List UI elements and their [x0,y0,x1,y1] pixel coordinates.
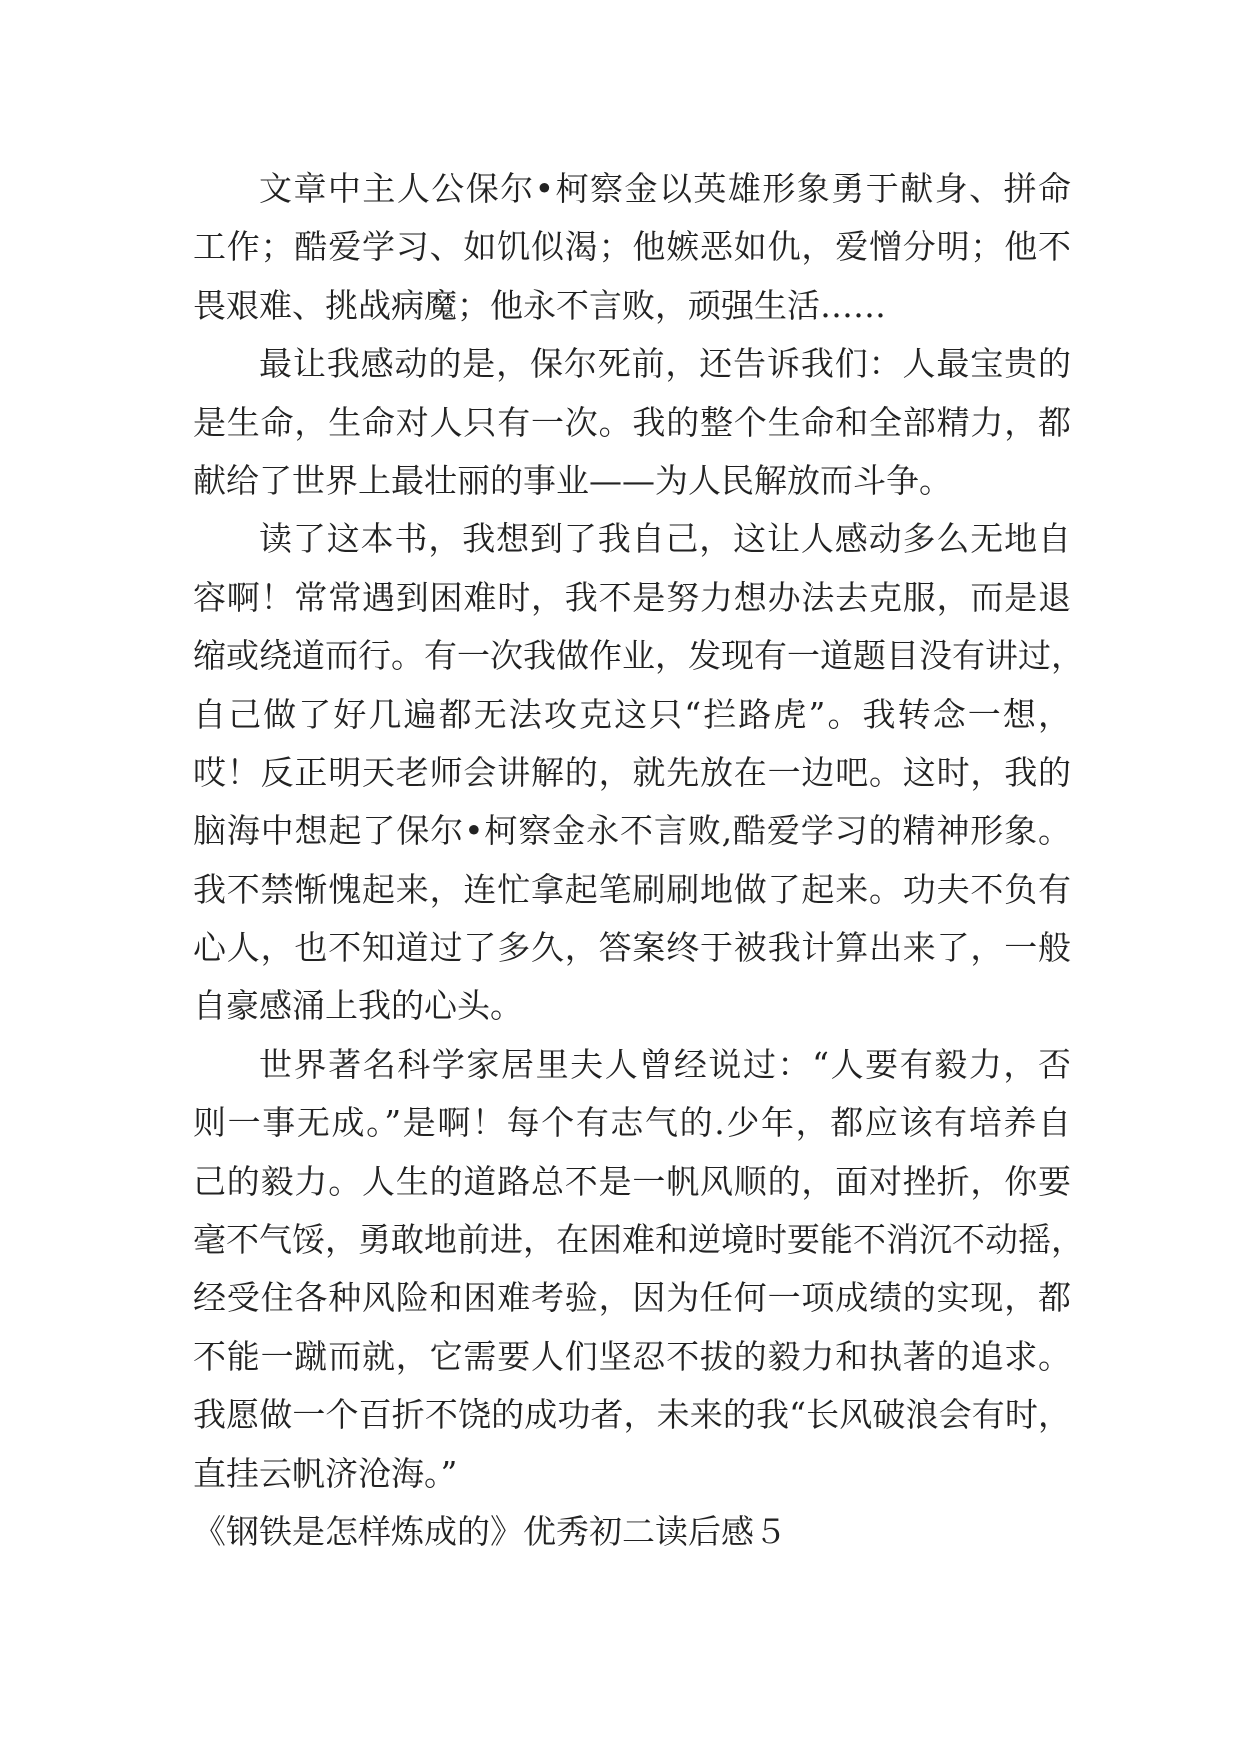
text-line: 则一事无成。”是啊！每个有志气的.少年，都应该有培养自 [193,1103,1071,1143]
text-line: 我不禁惭愧起来，连忙拿起笔刷刷地做了起来。功夫不负有 [193,869,1071,909]
text-line: 畏艰难、挑战病魔；他永不言败，顽强生活…… [193,285,886,325]
paragraph-curie-quote [193,1036,1084,1503]
text-line: 自己做了好几遍都无法攻克这只“拦路虎”。我转念一想， [193,694,1071,734]
text-line: 是生命，生命对人只有一次。我的整个生命和全部精力，都 [193,402,1071,442]
text-line: 文章中主人公保尔•柯察金以英雄形象勇于献身、拼命 [259,169,1071,208]
next-article-heading: 《钢铁是怎样炼成的》优秀初二读后感５ [193,1511,787,1551]
paragraph-most-moving [193,335,1071,510]
text-line: 己的毅力。人生的道路总不是一帆风顺的，面对挫折，你要 [193,1161,1071,1201]
text-line: 最让我感动的是，保尔死前，还告诉我们：人最宝贵的 [259,344,1071,384]
text-line: 献给了世界上最壮丽的事业——为人民解放而斗争。 [193,460,952,500]
text-line: 自豪感涌上我的心头。 [193,986,523,1026]
text-line: 经受住各种风险和困难考验，因为任何一项成绩的实现，都 [193,1278,1071,1318]
text-line: 心人，也不知道过了多久，答案终于被我计算出来了，一般 [193,928,1071,968]
text-line: 工作；酷爱学习、如饥似渴；他嫉恶如仇，爱憎分明；他不 [193,227,1071,267]
text-line: 直挂云帆济沧海。” [193,1453,458,1493]
text-line: 哎！反正明天老师会讲解的，就先放在一边吧。这时，我的 [193,752,1071,792]
paragraph-self-reflection [193,510,1084,1036]
text-line: 脑海中想起了保尔•柯察金永不言败,酷爱学习的精神形象。 [193,811,1071,851]
paragraph-hero-traits [193,160,1071,335]
text-line: 世界著名科学家居里夫人曾经说过：“人要有毅力，否 [259,1044,1071,1084]
text-line: 不能一蹴而就，它需要人们坚忍不拔的毅力和执著的追求。 [193,1336,1071,1376]
text-line: 容啊！常常遇到困难时，我不是努力想办法去克服，而是退 [193,577,1071,617]
text-line: 我愿做一个百折不饶的成功者，未来的我“长风破浪会有时， [193,1395,1071,1435]
text-line: 毫不气馁，勇敢地前进，在困难和逆境时要能不消沉不动摇， [193,1220,1084,1260]
document-body [193,160,1084,1561]
text-line: 缩或绕道而行。有一次我做作业，发现有一道题目没有讲过， [193,636,1084,676]
text-line: 读了这本书，我想到了我自己，这让人感动多么无地自 [259,519,1071,559]
